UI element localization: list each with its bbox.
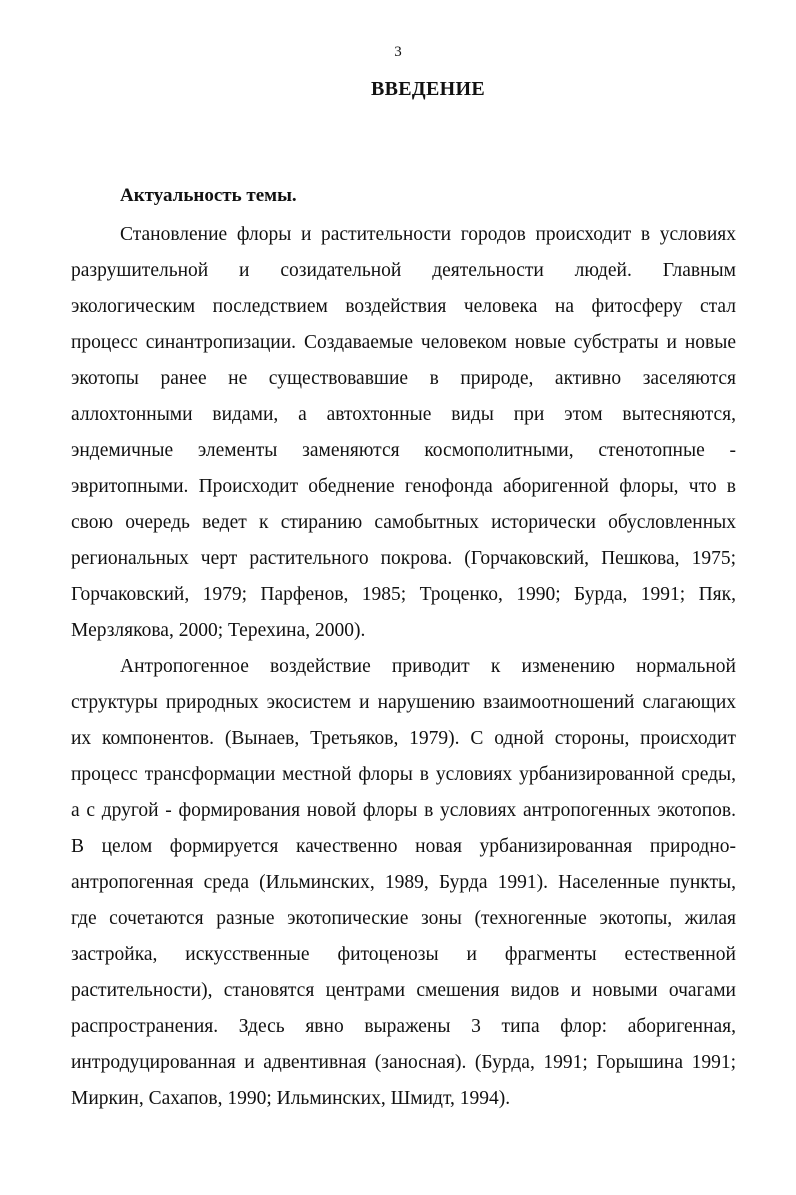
text-line: Становление флоры и растительности городов происходит в условиях (120, 224, 736, 245)
text-line: экологическим последствием воздействия человека на фитосферу стал (71, 296, 736, 317)
text-line: экотопы ранее не существовавшие в природе, активно заселяются (71, 368, 736, 389)
text-line: Миркин, Сахапов, 1990; Ильминских, Шмидт, 1994). (71, 1088, 511, 1109)
text-line: антропогенная среда (Ильминских, 1989, Бурда 1991). Населенные пункты, (71, 872, 736, 893)
text-line: аллохтонными видами, а автохтонные виды при этом вытесняются, (71, 404, 736, 425)
text-line: Горчаковский, 1979; Парфенов, 1985; Троценко, 1990; Бурда, 1991; Пяк, (71, 584, 736, 605)
paragraph-1 (71, 217, 736, 649)
text-line: В целом формируется качественно новая урбанизированная природно- (71, 836, 736, 857)
text-line: процесс синантропизации. Создаваемые человеком новые субстраты и новые (71, 332, 736, 353)
text-line: эндемичные элементы заменяются космополитными, стенотопные - (71, 440, 736, 461)
text-line: процесс трансформации местной флоры в условиях урбанизированной среды, (71, 764, 736, 785)
text-line: распространения. Здесь явно выражены 3 типа флор: аборигенная, (71, 1016, 736, 1037)
text-line: структуры природных экосистем и нарушению взаимоотношений слагающих (71, 692, 736, 713)
text-line: застройка, искусственные фитоценозы и фрагменты естественной (71, 944, 736, 965)
text-line: растительности), становятся центрами смешения видов и новыми очагами (71, 980, 736, 1001)
text-line: региональных черт растительного покрова. (Горчаковский, Пешкова, 1975; (71, 548, 736, 569)
text-line: где сочетаются разные экотопические зоны (техногенные экотопы, жилая (71, 908, 736, 929)
text-line: интродуцированная и адвентивная (заносная). (Бурда, 1991; Горышина 1991; (71, 1052, 736, 1073)
page-title: ВВЕДЕНИЕ (371, 78, 485, 100)
page-number: 3 (394, 44, 402, 60)
text-line: а с другой - формирования новой флоры в условиях антропогенных экотопов. (71, 800, 736, 821)
text-line: их компонентов. (Вынаев, Третьяков, 1979). С одной стороны, происходит (71, 728, 736, 749)
paragraph-2 (71, 649, 736, 1117)
text-line: Мерзлякова, 2000; Терехина, 2000). (71, 620, 366, 641)
text-line: свою очередь ведет к стиранию самобытных исторически обусловленных (71, 512, 736, 533)
text-line: разрушительной и созидательной деятельности людей. Главным (71, 260, 736, 281)
section-heading: Актуальность темы. (120, 185, 297, 206)
text-line: Антропогенное воздействие приводит к изменению нормальной (120, 656, 736, 677)
text-line: эвритопными. Происходит обеднение генофонда аборигенной флоры, что в (71, 476, 736, 497)
